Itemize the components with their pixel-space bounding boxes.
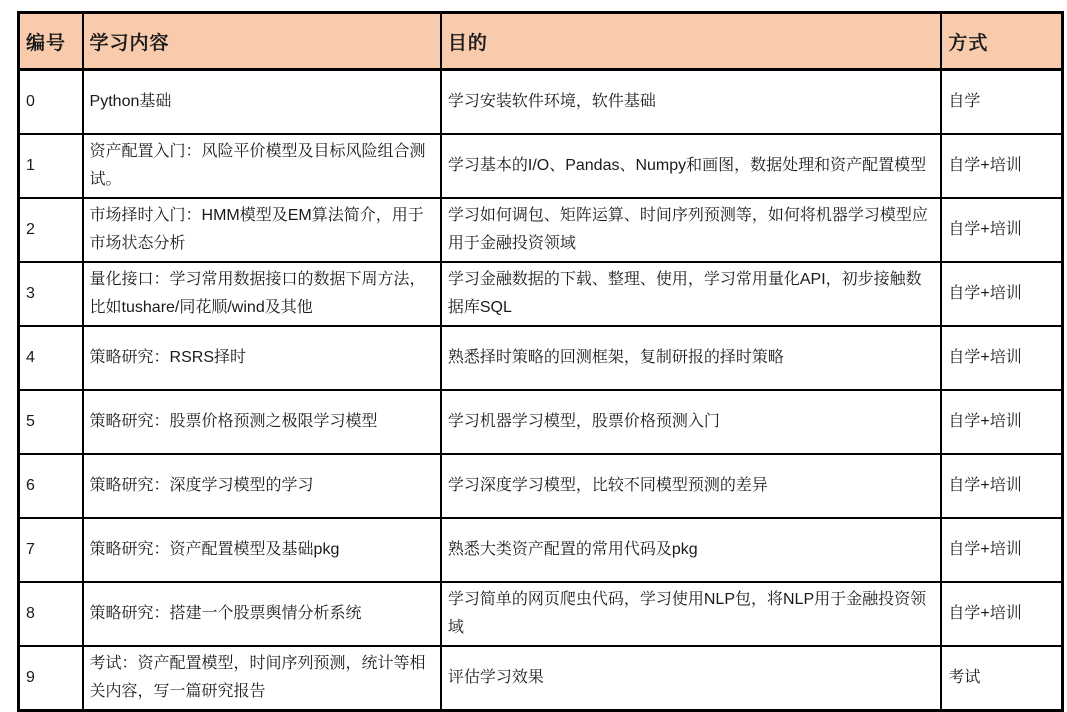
table-row <box>19 582 1063 646</box>
cell-content: 策略研究：股票价格预测之极限学习模型 <box>83 390 441 454</box>
cell-id: 6 <box>19 454 83 518</box>
cell-purpose: 学习深度学习模型，比较不同模型预测的差异 <box>441 454 941 518</box>
table-row <box>19 390 1063 454</box>
cell-content: 市场择时入门：HMM模型及EM算法简介，用于市场状态分析 <box>83 198 441 262</box>
cell-purpose: 学习简单的网页爬虫代码，学习使用NLP包，将NLP用于金融投资领域 <box>441 582 941 646</box>
cell-purpose: 熟悉大类资产配置的常用代码及pkg <box>441 518 941 582</box>
header-row <box>19 13 1063 70</box>
learning-plan-table <box>17 11 1064 712</box>
table-row <box>19 198 1063 262</box>
cell-id: 3 <box>19 262 83 326</box>
cell-method: 自学+培训 <box>941 134 1062 198</box>
cell-method: 自学+培训 <box>941 518 1062 582</box>
cell-purpose: 学习基本的I/O、Pandas、Numpy和画图，数据处理和资产配置模型 <box>441 134 941 198</box>
cell-id: 7 <box>19 518 83 582</box>
cell-method: 自学+培训 <box>941 390 1062 454</box>
cell-id: 1 <box>19 134 83 198</box>
cell-method: 考试 <box>941 646 1062 711</box>
cell-method: 自学 <box>941 70 1062 135</box>
column-header-content: 学习内容 <box>83 13 441 70</box>
cell-content: 策略研究：深度学习模型的学习 <box>83 454 441 518</box>
cell-content: 资产配置入门：风险平价模型及目标风险组合测试。 <box>83 134 441 198</box>
column-header-id: 编号 <box>19 13 83 70</box>
cell-purpose: 学习安装软件环境，软件基础 <box>441 70 941 135</box>
cell-content: 策略研究：RSRS择时 <box>83 326 441 390</box>
cell-method: 自学+培训 <box>941 454 1062 518</box>
cell-purpose: 熟悉择时策略的回测框架，复制研报的择时策略 <box>441 326 941 390</box>
table-row <box>19 262 1063 326</box>
cell-content: Python基础 <box>83 70 441 135</box>
table-row <box>19 454 1063 518</box>
cell-purpose: 评估学习效果 <box>441 646 941 711</box>
cell-content: 策略研究：资产配置模型及基础pkg <box>83 518 441 582</box>
cell-id: 5 <box>19 390 83 454</box>
cell-purpose: 学习机器学习模型，股票价格预测入门 <box>441 390 941 454</box>
cell-content: 量化接口：学习常用数据接口的数据下周方法，比如tushare/同花顺/wind及其他 <box>83 262 441 326</box>
column-header-method: 方式 <box>941 13 1062 70</box>
column-header-purpose: 目的 <box>441 13 941 70</box>
cell-id: 2 <box>19 198 83 262</box>
cell-id: 8 <box>19 582 83 646</box>
cell-id: 0 <box>19 70 83 135</box>
cell-purpose: 学习如何调包、矩阵运算、时间序列预测等，如何将机器学习模型应用于金融投资领域 <box>441 198 941 262</box>
table-row <box>19 646 1063 711</box>
learning-plan-table-container <box>17 11 1064 712</box>
cell-content: 策略研究：搭建一个股票舆情分析系统 <box>83 582 441 646</box>
cell-method: 自学+培训 <box>941 326 1062 390</box>
cell-method: 自学+培训 <box>941 262 1062 326</box>
table-row <box>19 518 1063 582</box>
cell-content: 考试：资产配置模型，时间序列预测，统计等相关内容，写一篇研究报告 <box>83 646 441 711</box>
table-row <box>19 134 1063 198</box>
cell-method: 自学+培训 <box>941 198 1062 262</box>
cell-id: 9 <box>19 646 83 711</box>
cell-method: 自学+培训 <box>941 582 1062 646</box>
table-body <box>19 70 1063 711</box>
table-row <box>19 70 1063 135</box>
table-row <box>19 326 1063 390</box>
cell-id: 4 <box>19 326 83 390</box>
cell-purpose: 学习金融数据的下载、整理、使用，学习常用量化API，初步接触数据库SQL <box>441 262 941 326</box>
